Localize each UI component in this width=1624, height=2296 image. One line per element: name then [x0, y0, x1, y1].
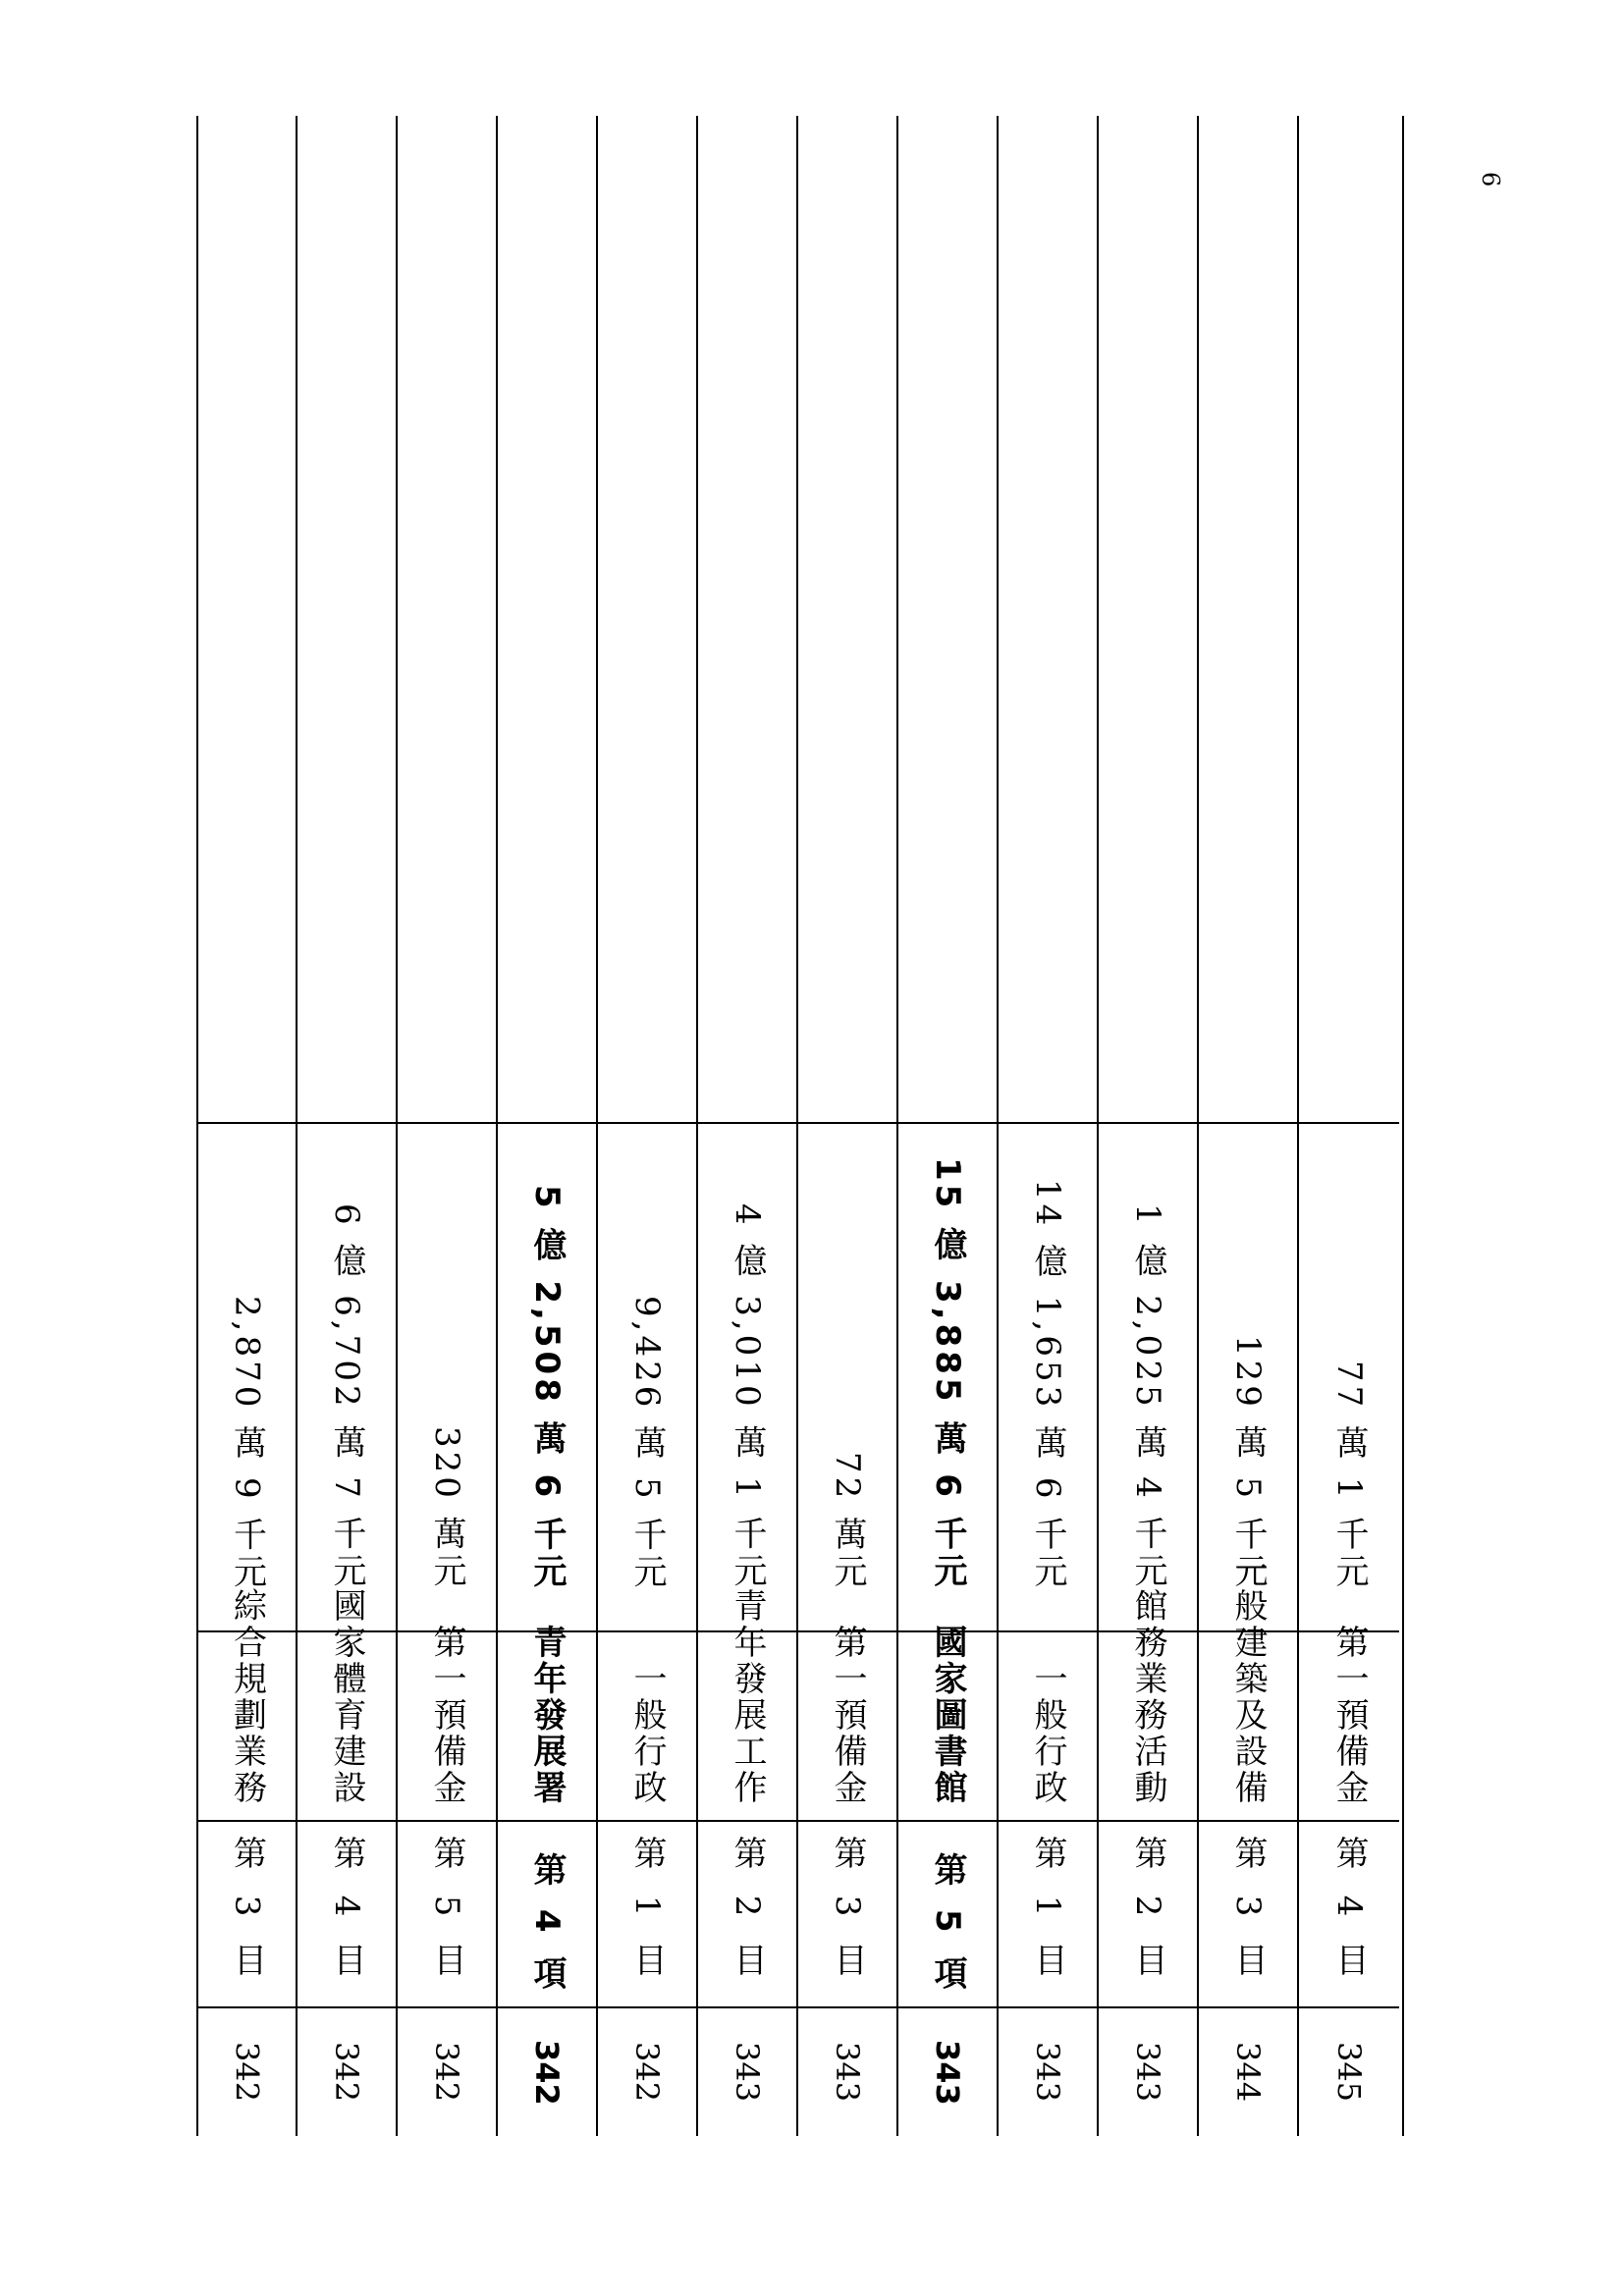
name-cell-text: 第一預備金 — [1329, 1625, 1369, 1806]
amount-cell-text: 6 億 6,702 萬 7 千元 — [327, 1203, 366, 1591]
code-cell — [898, 2008, 997, 2136]
code-cell — [398, 2008, 496, 2136]
memo-cell — [598, 116, 696, 1124]
name-cell-text: 一般行政 — [627, 1661, 667, 1806]
memo-cell — [999, 116, 1097, 1124]
table-row — [298, 116, 398, 2136]
code-cell — [598, 2008, 696, 2136]
amount-cell-text: 129 萬 5 千元 — [1228, 1335, 1268, 1591]
code-cell-text: 342 — [328, 2042, 365, 2103]
item-cell — [598, 1822, 696, 2008]
amount-cell — [398, 1124, 496, 1632]
code-cell — [498, 2008, 596, 2136]
table-row — [1299, 116, 1399, 2136]
item-cell-text: 第 4 項 — [527, 1851, 567, 1995]
code-cell-text: 342 — [528, 2039, 566, 2106]
code-cell — [1099, 2008, 1197, 2136]
memo-cell — [1199, 116, 1297, 1124]
table-row — [598, 116, 698, 2136]
table-row — [398, 116, 498, 2136]
name-cell-text: 第一預備金 — [828, 1625, 867, 1806]
memo-cell — [398, 116, 496, 1124]
code-cell-text: 343 — [829, 2042, 866, 2103]
name-cell — [898, 1625, 997, 1822]
code-cell — [198, 2008, 296, 2136]
amount-cell — [198, 1124, 296, 1632]
name-cell — [598, 1632, 696, 1822]
item-cell-text: 第 5 項 — [928, 1851, 967, 1995]
table-row — [498, 116, 598, 2136]
name-cell-text: 一般行政 — [1028, 1661, 1067, 1806]
memo-cell — [298, 116, 396, 1124]
name-cell — [398, 1625, 496, 1822]
name-cell-text: 一般建築及設備 — [1228, 1552, 1268, 1806]
table-row — [198, 116, 298, 2136]
code-cell-text: 342 — [428, 2042, 465, 2103]
code-cell-text: 343 — [1129, 2042, 1166, 2103]
code-cell-text: 343 — [1029, 2042, 1066, 2103]
amount-cell — [298, 1124, 396, 1632]
amount-cell-text: 14 億 1,653 萬 6 千元 — [1028, 1178, 1067, 1591]
memo-cell — [498, 116, 596, 1124]
code-cell — [298, 2008, 396, 2136]
item-cell — [999, 1822, 1097, 2008]
name-cell — [1099, 1588, 1197, 1822]
item-cell — [398, 1822, 496, 2008]
code-cell-text: 344 — [1229, 2042, 1267, 2103]
name-cell — [798, 1625, 896, 1822]
amount-cell-text: 9,426 萬 5 千元 — [627, 1295, 667, 1591]
level-cell-text: 第 3 目 — [227, 1836, 267, 1985]
amount-cell — [498, 1124, 596, 1632]
table-row — [1199, 116, 1299, 2136]
name-cell-text: 國家圖書館 — [928, 1625, 967, 1806]
name-cell — [999, 1632, 1097, 1822]
name-cell-text: 青年發展署 — [527, 1625, 567, 1806]
name-cell-text: 國家體育建設 — [327, 1588, 366, 1806]
memo-cell — [798, 116, 896, 1124]
code-cell-text: 343 — [929, 2039, 966, 2106]
name-cell-text: 第一預備金 — [427, 1625, 466, 1806]
name-cell — [298, 1588, 396, 1822]
memo-cell — [1299, 116, 1399, 1124]
amount-cell — [798, 1124, 896, 1632]
amount-cell-text: 4 億 3,010 萬 1 千元 — [728, 1203, 767, 1591]
amount-cell — [1099, 1124, 1197, 1632]
name-cell-text: 青年發展工作 — [728, 1588, 767, 1806]
item-cell — [198, 1822, 296, 2008]
code-cell-text: 343 — [729, 2042, 766, 2103]
item-cell — [1099, 1822, 1197, 2008]
table-row — [698, 116, 798, 2136]
memo-cell — [198, 116, 296, 1124]
amount-cell-text: 1 億 2,025 萬 4 千元 — [1128, 1203, 1167, 1591]
code-cell — [999, 2008, 1097, 2136]
level-cell-text: 第 4 目 — [1329, 1836, 1369, 1985]
memo-cell — [1099, 116, 1197, 1124]
level-cell-text: 第 2 目 — [1128, 1836, 1167, 1985]
code-cell-text: 342 — [228, 2042, 266, 2103]
name-cell — [1299, 1625, 1399, 1822]
code-cell — [698, 2008, 796, 2136]
level-cell-text: 第 4 目 — [327, 1836, 366, 1985]
name-cell — [698, 1588, 796, 1822]
level-cell-text: 第 3 目 — [828, 1836, 867, 1985]
level-cell-text: 第 1 目 — [1028, 1836, 1067, 1985]
amount-cell — [999, 1124, 1097, 1632]
item-cell — [698, 1822, 796, 2008]
table-row — [898, 116, 999, 2136]
code-cell — [798, 2008, 896, 2136]
budget-table — [196, 116, 1404, 2136]
amount-cell — [698, 1124, 796, 1632]
amount-cell-text: 320 萬元 — [427, 1426, 466, 1591]
name-cell-text: 館務業務活動 — [1128, 1588, 1167, 1806]
code-cell-text: 345 — [1330, 2042, 1368, 2103]
memo-cell — [898, 116, 997, 1124]
amount-cell — [898, 1124, 997, 1632]
name-cell-text: 綜合規劃業務 — [227, 1588, 267, 1806]
name-cell — [498, 1625, 596, 1822]
item-cell — [498, 1822, 596, 2008]
table-row — [1099, 116, 1199, 2136]
amount-cell — [1299, 1124, 1399, 1632]
name-cell — [198, 1588, 296, 1822]
amount-cell-text: 2,870 萬 9 千元 — [227, 1295, 267, 1591]
item-cell — [798, 1822, 896, 2008]
item-cell — [1199, 1822, 1297, 2008]
code-cell — [1299, 2008, 1399, 2136]
item-cell — [298, 1822, 396, 2008]
table-row — [999, 116, 1099, 2136]
code-cell — [1199, 2008, 1297, 2136]
table-row — [798, 116, 898, 2136]
level-cell-text: 第 3 目 — [1228, 1836, 1268, 1985]
amount-cell-text: 5 億 2,508 萬 6 千元 — [527, 1184, 567, 1591]
item-cell — [1299, 1822, 1399, 2008]
amount-cell-text: 77 萬 1 千元 — [1329, 1360, 1369, 1591]
level-cell-text: 第 5 目 — [427, 1836, 466, 1985]
amount-cell-text: 72 萬元 — [828, 1451, 867, 1591]
level-cell-text: 第 2 目 — [728, 1836, 767, 1985]
page-number: 6 — [1477, 172, 1504, 187]
item-cell — [898, 1822, 997, 2008]
name-cell — [1199, 1552, 1297, 1822]
amount-cell-text: 15 億 3,885 萬 6 千元 — [928, 1157, 967, 1591]
amount-cell — [598, 1124, 696, 1632]
code-cell-text: 342 — [628, 2042, 666, 2103]
memo-cell — [698, 116, 796, 1124]
level-cell-text: 第 1 目 — [627, 1836, 667, 1985]
